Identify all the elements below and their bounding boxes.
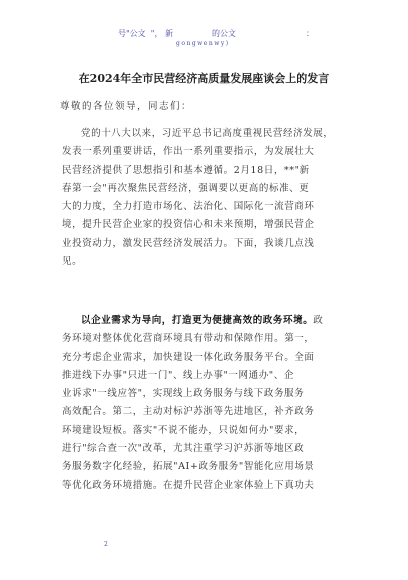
paragraph-intro: [62, 125, 352, 271]
paragraph-line: 民营经济提供了思想指引和基本遵循。2月18日，**"新: [62, 164, 310, 176]
paragraph-line: 高效配合。第二，主动对标沪苏浙等先进地区，补齐政务: [62, 406, 315, 418]
paragraph-line: 进行"综合查一次"改革，尤其注重学习沪苏浙等地区政: [62, 443, 305, 455]
page-number: 2: [104, 541, 108, 548]
paragraph-line: [62, 312, 352, 330]
paragraph-line: 充分考虑企业需求，加快建设一体化政务服务平台。全面: [62, 351, 315, 363]
paragraph-line: 业诉求"一线应答"，实现线上政务服务与线下政务服务: [62, 388, 305, 400]
salutation: 尊敬的各位领导，同志们：: [60, 101, 193, 112]
paragraph-line: 大的力度，全力打造市场化、法治化、国际化一流营商环: [62, 201, 315, 213]
paragraph-line: 环境建设短板。落实"不说不能办，只说如何办"要求，: [62, 424, 305, 436]
paragraph-line: 春第一会"再次聚焦民营经济，强调要以更高的标准、更: [62, 182, 310, 194]
paragraph-line: 境，提升民营企业家的投资信心和未来预期，增强民营企: [62, 219, 315, 231]
paragraph-line: 务服务数字化经验，拓展"AI+政务服务"智能化应用场景: [62, 461, 315, 473]
paragraph-section-1: [62, 312, 352, 495]
section-heading-tail: 政: [313, 315, 324, 326]
paragraph-line: 推进线下办事"只进一门"、线上办事"一网通办"、企: [62, 369, 294, 381]
header-subline: gongwenwy): [176, 40, 230, 47]
section-heading: 以企业需求为导向，打造更为便捷高效的政务环境。: [81, 315, 314, 326]
paragraph-line: 发表一系列重要讲话，作出一系列重要指示，为发展壮大: [62, 146, 315, 158]
document-title: 在2024年全市民营经济高质量发展座谈会上的发言: [78, 72, 330, 85]
header-line-mid: 的公文: [212, 29, 236, 38]
paragraph-line: 党的十八大以来，习近平总书记高度重视民营经济发展，: [81, 128, 334, 139]
header-line-right: ：: [306, 29, 314, 38]
paragraph-line: 业投资动力，激发民营经济发展活力。下面，我谈几点浅: [62, 237, 315, 249]
paragraph-line: 务环境对整体优化营商环境具有带动和保障作用。第一，: [62, 333, 315, 345]
paragraph-line: 等优化政务环境措施。在提升民营企业家体验上下真功夫: [62, 479, 315, 491]
paragraph-line: 见。: [62, 256, 83, 268]
header-line-left: 号"公文 "， 新: [118, 29, 173, 38]
watermark-header: [0, 28, 408, 58]
